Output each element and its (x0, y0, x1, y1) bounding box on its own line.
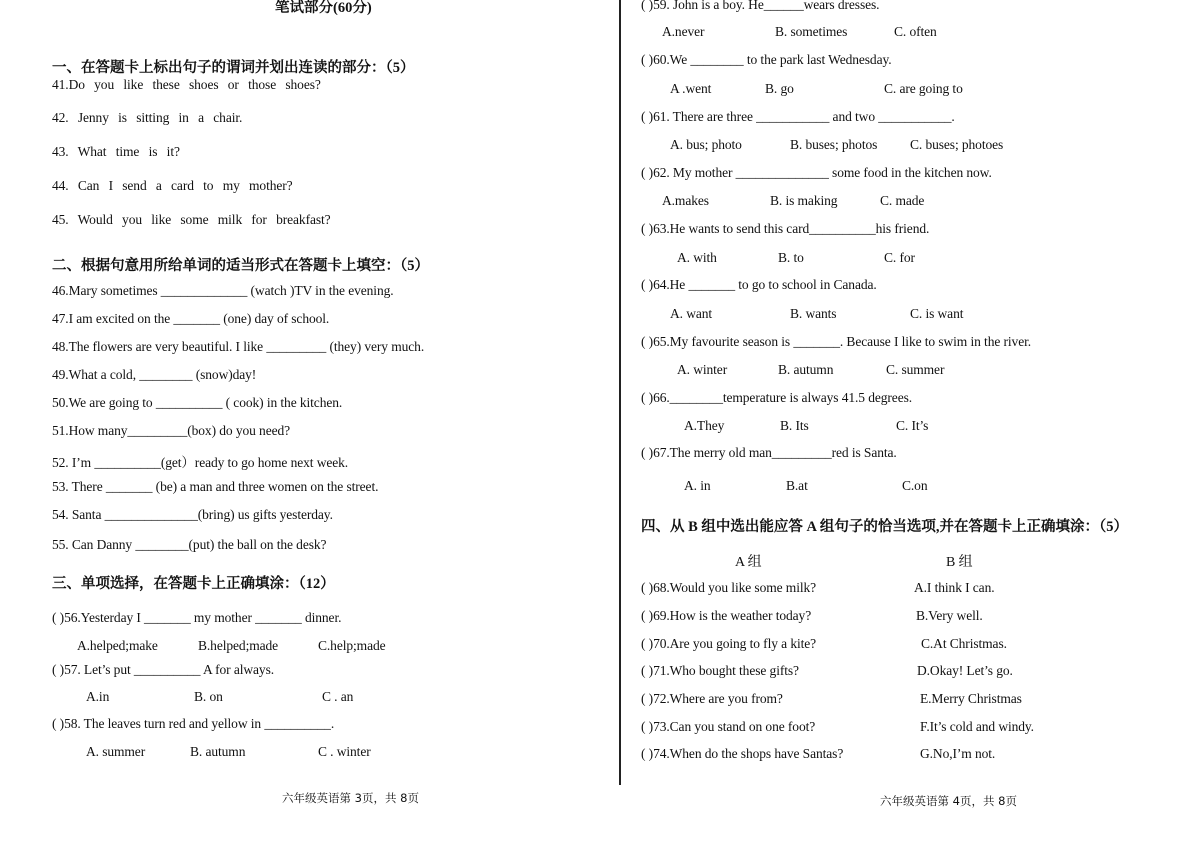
q58-option-a: A. summer (86, 744, 146, 759)
question-58: ( )58. The leaves turn red and yellow in __________. (52, 716, 335, 731)
q63-option-a: A. with (677, 250, 717, 265)
q57-option-b: B. on (194, 689, 223, 704)
left-page-footer: 六年级英语第 3页，共 8页 (282, 791, 419, 805)
question-47: 47.I am excited on the _______ (one) day of school. (52, 311, 330, 326)
q67-option-a: A. in (684, 478, 711, 493)
answer-e: E.Merry Christmas (920, 691, 1022, 706)
question-66: ( )66.________temperature is always 41.5 degrees. (641, 390, 913, 405)
question-60: ( )60.We ________ to the park last Wednesday. (641, 52, 892, 67)
question-57: ( )57. Let’s put __________ A for always. (52, 662, 274, 677)
right-page-footer: 六年级英语第 4页，共 8页 (880, 794, 1017, 808)
question-54: 54. Santa ______________(bring) us gifts yesterday. (52, 507, 333, 522)
q59-option-b: B. sometimes (775, 24, 848, 39)
question-59: ( )59. John is a boy. He______wears dresses. (641, 0, 880, 12)
question-46: 46.Mary sometimes _____________ (watch )TV in the evening. (52, 283, 394, 298)
q67-option-c: C.on (902, 478, 928, 493)
q57-option-c: C . an (322, 689, 354, 704)
question-49: 49.What a cold, ________ (snow)day! (52, 367, 257, 382)
q61-option-b: B. buses; photos (790, 137, 878, 152)
question-69: ( )69.How is the weather today? (641, 608, 812, 623)
section1-title: 一、在答题卡上标出句子的谓词并划出连读的部分：（5） (52, 60, 415, 76)
question-71: ( )71.Who bought these gifts? (641, 663, 799, 678)
q62-option-a: A.makes (662, 193, 709, 208)
answer-c: C.At Christmas. (921, 636, 1007, 651)
answer-g: G.No,I’m not. (920, 746, 996, 761)
q64-option-b: B. wants (790, 306, 837, 321)
group-a-header: A 组 (735, 555, 762, 570)
section3-title: 三、单项选择，在答题卡上正确填涂：（12） (52, 576, 335, 592)
q56-option-c: C.help;made (318, 638, 386, 653)
q59-option-a: A.never (662, 24, 705, 39)
answer-f: F.It’s cold and windy. (920, 719, 1034, 734)
page-divider (619, 0, 621, 785)
group-b-header: B 组 (946, 555, 973, 570)
q61-option-c: C. buses; photoes (910, 137, 1004, 152)
question-65: ( )65.My favourite season is _______. Because I like to swim in the river. (641, 334, 1032, 349)
q61-option-a: A. bus; photo (670, 137, 742, 152)
q67-option-b: B.at (786, 478, 808, 493)
question-61: ( )61. There are three ___________ and two ___________. (641, 109, 955, 124)
q66-option-a: A.They (684, 418, 725, 433)
q60-option-c: C. are going to (884, 81, 963, 96)
q56-option-a: A.helped;make (77, 638, 158, 653)
question-48: 48.The flowers are very beautiful. I like _________ (they) very much. (52, 339, 425, 354)
answer-a: A.I think I can. (914, 580, 995, 595)
answer-d: D.Okay! Let’s go. (917, 663, 1013, 678)
question-43: 43. What time is it? (52, 144, 180, 159)
q62-option-c: C. made (880, 193, 925, 208)
question-74: ( )74.When do the shops have Santas? (641, 746, 844, 761)
question-56: ( )56.Yesterday I _______ my mother _______ dinner. (52, 610, 342, 625)
question-55: 55. Can Danny ________(put) the ball on the desk? (52, 537, 327, 552)
section2-title: 二、根据句意用所给单词的适当形式在答题卡上填空：（5） (52, 258, 429, 274)
question-52: 52. I’m __________(get）ready to go home next week. (52, 455, 349, 470)
question-64: ( )64.He _______ to go to school in Canada. (641, 277, 877, 292)
question-53: 53. There _______ (be) a man and three women on the street. (52, 479, 379, 494)
q60-option-a: A .went (670, 81, 712, 96)
question-67: ( )67.The merry old man_________red is Santa. (641, 445, 897, 460)
q66-option-b: B. Its (780, 418, 809, 433)
question-51: 51.How many_________(box) do you need? (52, 423, 291, 438)
question-63: ( )63.He wants to send this card__________his friend. (641, 221, 930, 236)
section4-title: 四、从 B 组中选出能应答 A 组句子的恰当选项,并在答题卡上正确填涂：（5） (641, 519, 1128, 535)
q65-option-c: C. summer (886, 362, 945, 377)
q59-option-c: C. often (894, 24, 937, 39)
question-72: ( )72.Where are you from? (641, 691, 783, 706)
question-50: 50.We are going to __________ ( cook) in the kitchen. (52, 395, 343, 410)
question-41: 41.Do you like these shoes or those shoes? (52, 77, 321, 92)
question-44: 44. Can I send a card to my mother? (52, 178, 293, 193)
q65-option-b: B. autumn (778, 362, 834, 377)
q64-option-c: C. is want (910, 306, 964, 321)
q56-option-b: B.helped;made (198, 638, 279, 653)
question-70: ( )70.Are you going to fly a kite? (641, 636, 817, 651)
q63-option-c: C. for (884, 250, 915, 265)
q65-option-a: A. winter (677, 362, 728, 377)
q64-option-a: A. want (670, 306, 713, 321)
q62-option-b: B. is making (770, 193, 838, 208)
q57-option-a: A.in (86, 689, 110, 704)
question-45: 45. Would you like some milk for breakfast? (52, 212, 331, 227)
question-62: ( )62. My mother ______________ some food in the kitchen now. (641, 165, 992, 180)
q60-option-b: B. go (765, 81, 794, 96)
question-73: ( )73.Can you stand on one foot? (641, 719, 816, 734)
q58-option-b: B. autumn (190, 744, 246, 759)
q66-option-c: C. It’s (896, 418, 929, 433)
q63-option-b: B. to (778, 250, 804, 265)
question-68: ( )68.Would you like some milk? (641, 580, 817, 595)
written-part-title: 笔试部分(60分) (275, 0, 372, 16)
question-42: 42. Jenny is sitting in a chair. (52, 110, 243, 125)
q58-option-c: C . winter (318, 744, 371, 759)
answer-b: B.Very well. (916, 608, 983, 623)
